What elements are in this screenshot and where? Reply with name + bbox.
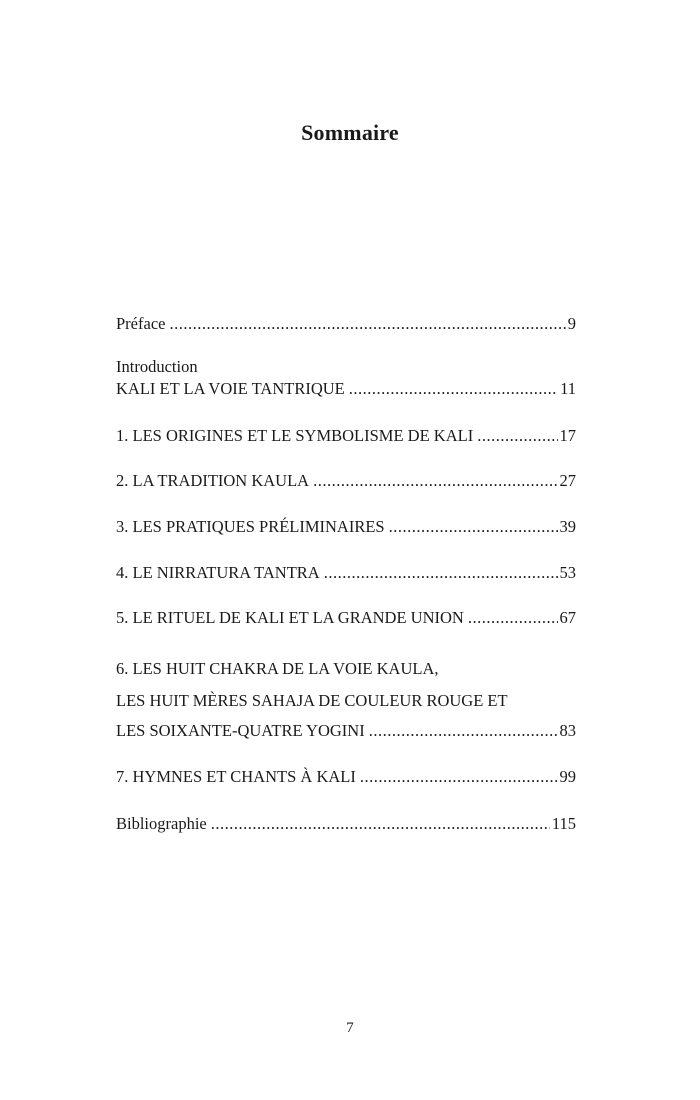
- toc-entry-preface: [116, 313, 576, 335]
- page-title: Sommaire: [301, 120, 399, 145]
- toc-page-number: 39: [559, 517, 576, 536]
- toc-entry-chapter-5: [116, 607, 576, 629]
- toc-page-number: 83: [559, 721, 576, 740]
- toc-page-number: 27: [559, 471, 576, 490]
- toc-entry-chapter-4: [116, 562, 576, 584]
- toc-page-number: 11: [560, 379, 576, 398]
- toc-page-number: 99: [559, 767, 576, 786]
- toc-entry-chapter-6-line-1: 6. LES HUIT CHAKRA DE LA VOIE KAULA,: [116, 659, 439, 678]
- dot-leader: [477, 425, 557, 447]
- dot-leader: [468, 607, 558, 629]
- dot-leader: [369, 720, 558, 742]
- toc-page-number: 115: [551, 814, 576, 833]
- toc-entry-chapter-1: [116, 425, 576, 447]
- toc-page-number: 17: [559, 426, 576, 445]
- dot-leader: [169, 313, 565, 335]
- toc-entry-bibliography: [116, 813, 576, 835]
- toc-page-number: 67: [559, 608, 576, 627]
- toc-entry-label: 3. LES PRATIQUES PRÉLIMINAIRES: [116, 517, 385, 536]
- dot-leader: [360, 766, 558, 788]
- dot-leader: [313, 470, 557, 492]
- toc-entry-label: 5. LE RITUEL DE KALI ET LA GRANDE UNION: [116, 608, 464, 627]
- toc-entry-label: 2. LA TRADITION KAULA: [116, 471, 310, 490]
- toc-page-number: 9: [567, 314, 576, 333]
- toc-page-number: 53: [559, 563, 576, 582]
- toc-entry-label: KALI ET LA VOIE TANTRIQUE: [116, 379, 345, 398]
- toc-entry-label: Bibliographie: [116, 814, 207, 833]
- toc-entry-chapter-2: [116, 470, 576, 492]
- toc-entry-label: 7. HYMNES ET CHANTS À KALI: [116, 767, 356, 786]
- toc-entry-chapter-7: [116, 766, 576, 788]
- toc-entry-introduction: [116, 378, 576, 400]
- toc-entry-chapter-6-line-2: LES HUIT MÈRES SAHAJA DE COULEUR ROUGE ET: [116, 691, 508, 710]
- dot-leader: [349, 378, 558, 400]
- toc-entry-label: Préface: [116, 314, 166, 333]
- dot-leader: [211, 813, 550, 835]
- toc-entry-chapter-3: [116, 516, 576, 538]
- toc-entry-introduction-heading: Introduction: [116, 357, 198, 376]
- toc-entry-label: 4. LE NIRRATURA TANTRA: [116, 563, 320, 582]
- toc-entry-label: LES SOIXANTE-QUATRE YOGINI: [116, 721, 365, 740]
- page-number: 7: [346, 1020, 354, 1036]
- toc-entry-chapter-6: [116, 720, 576, 742]
- dot-leader: [389, 516, 558, 538]
- dot-leader: [324, 562, 558, 584]
- toc-entry-label: 1. LES ORIGINES ET LE SYMBOLISME DE KALI: [116, 426, 474, 445]
